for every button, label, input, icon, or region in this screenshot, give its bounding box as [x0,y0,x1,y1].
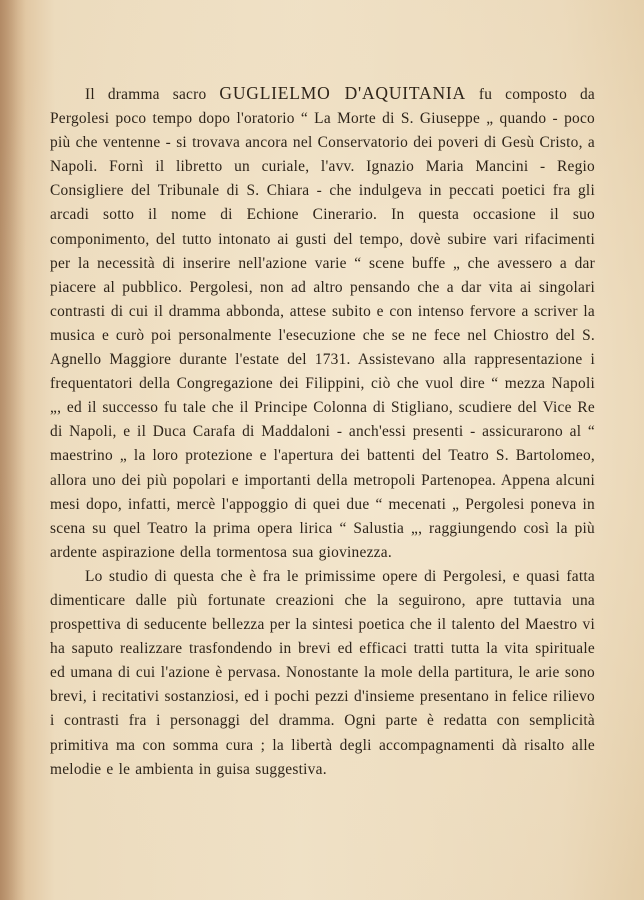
paragraph-1 [50,81,595,565]
body-text [50,81,595,782]
opera-title: GUGLIELMO D'AQUITANIA [219,83,466,103]
paragraph-2: Lo studio di questa che è fra le primissime opere di Pergolesi, e quasi fatta dimenticare dalle più fortunate creazioni che la seguirono, apre tuttavia una prospettiva di seducente bellezza per la sintesi poetica che il talento del Maestro vi ha saputo realizzare trasfondendo in brevi ed efficaci tratti tutta la vita spirituale ed umana di cui l'azione è pervasa. Nonostante la mole della partitura, le arie sono brevi, i recitativi sostanziosi, ed i pochi pezzi d'insieme presentano in felice rilievo i contrasti fra i personaggi del dramma. Ogni parte è redatta con semplicità primitiva ma con somma cura ; la libertà degli accompagnamenti dà risalto alle melodie e le ambienta in guisa suggestiva. [50,567,595,778]
paragraph-1-body: fu composto da Pergolesi poco tempo dopo l'oratorio “ La Morte di S. Giuseppe „ quando - poco più che ventenne - si trovava ancora nel Conservatorio dei poveri di Gesù Cristo, a Napoli. Fornì il libretto un curiale, l'avv. Ignazio Maria Mancini - Regio Consigliere del Tribunale di S. Chiara - che indulgeva in peccati poetici fra gli arcadi sotto il nome di Echione Cinerario. In questa occasione il suo componimento, del tutto intonato ai gusti del tempo, dovè subire vari rifacimenti per la necessità di inserire nell'azione varie “ scene buffe „ che avessero a dar piacere al pubblico. Pergolesi, non ad altro pensando che a dar vita ai singolari contrasti di cui il dramma abbonda, attese subito e con intenso fervore a scriver la musica e curò poi personalmente l'esecuzione che se ne fece nel Chiostro del S. Agnello Maggiore durante l'estate del 1731. Assistevano alla rappresentazione i frequentatori della Congregazione dei Filippini, ciò che vuol dire “ mezza Napoli „, ed il successo fu tale che il Principe Colonna di Stigliano, scudiere del Vice Re di Napoli, e il Duca Carafa di Maddaloni - anch'essi presenti - assicurarono al “ maestrino „ la loro protezione e l'apertura dei battenti del Teatro S. Bartolomeo, allora uno dei più popolari e importanti della metropoli Partenopea. Appena alcuni mesi dopo, infatti, mercè l'appoggio di quei due “ mecenati „ Pergolesi poneva in scena su quel Teatro la prima opera lirica “ Salustia „, raggiungendo così la più ardente aspirazione della tormentosa sua giovinezza. [50,86,595,561]
page-edge-shadow [0,0,26,900]
paragraph-1-intro: Il dramma sacro [85,86,220,103]
